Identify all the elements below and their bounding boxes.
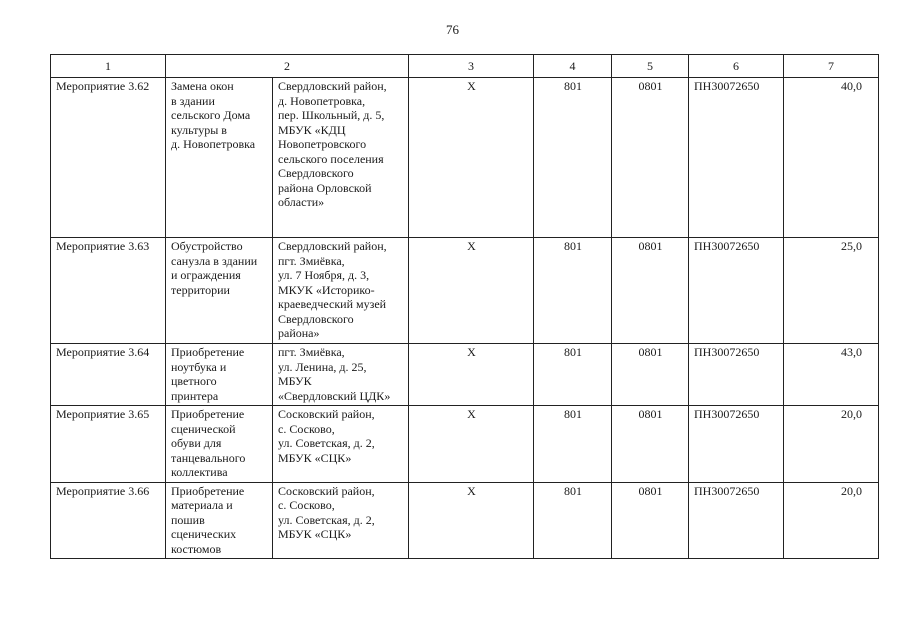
- header-col-5: 5: [612, 55, 689, 78]
- col5-cell: 0801: [612, 78, 689, 238]
- col4-cell: 801: [534, 238, 612, 344]
- col3-cell: Х: [409, 344, 534, 406]
- event-cell: Мероприятие 3.65: [51, 406, 166, 483]
- header-row: [51, 55, 879, 78]
- col7-cell: 20,0: [784, 482, 879, 559]
- description-cell: Обустройство санузла в здании и ограждения территории: [166, 238, 273, 344]
- description-cell: Замена окон в здании сельского Дома культуры в д. Новопетровка: [166, 78, 273, 238]
- header-col-6: 6: [689, 55, 784, 78]
- col4-cell: 801: [534, 406, 612, 483]
- col6-cell: ПН30072650: [689, 406, 784, 483]
- col4-cell: 801: [534, 344, 612, 406]
- page-number: 76: [446, 22, 459, 37]
- header-col-3: 3: [409, 55, 534, 78]
- col3-cell: Х: [409, 238, 534, 344]
- col6-cell: ПН30072650: [689, 78, 784, 238]
- budget-table: [50, 54, 879, 559]
- event-cell: Мероприятие 3.66: [51, 482, 166, 559]
- event-cell: Мероприятие 3.62: [51, 78, 166, 238]
- description-cell: Приобретение сценической обуви для танцевального коллектива: [166, 406, 273, 483]
- col4-cell: 801: [534, 482, 612, 559]
- description-cell: Приобретение материала и пошив сценических костюмов: [166, 482, 273, 559]
- table-row: [51, 344, 879, 406]
- col5-cell: 0801: [612, 406, 689, 483]
- col7-cell: 20,0: [784, 406, 879, 483]
- col3-cell: Х: [409, 406, 534, 483]
- location-cell: Свердловский район, пгт. Змиёвка, ул. 7 Ноября, д. 3, МКУК «Историко- краеведческий музей Свердловского района»: [273, 238, 409, 344]
- location-cell: Сосковский район, с. Сосково, ул. Советская, д. 2, МБУК «СЦК»: [273, 406, 409, 483]
- col6-cell: ПН30072650: [689, 482, 784, 559]
- col3-cell: Х: [409, 482, 534, 559]
- col5-cell: 0801: [612, 482, 689, 559]
- col3-cell: Х: [409, 78, 534, 238]
- header-col-1: 1: [51, 55, 166, 78]
- description-cell: Приобретение ноутбука и цветного принтера: [166, 344, 273, 406]
- event-cell: Мероприятие 3.63: [51, 238, 166, 344]
- header-col-2: 2: [166, 55, 409, 78]
- location-cell: Сосковский район, с. Сосково, ул. Советская, д. 2, МБУК «СЦК»: [273, 482, 409, 559]
- location-cell: пгт. Змиёвка, ул. Ленина, д. 25, МБУК «Свердловский ЦДК»: [273, 344, 409, 406]
- col5-cell: 0801: [612, 238, 689, 344]
- col7-cell: 43,0: [784, 344, 879, 406]
- col7-cell: 40,0: [784, 78, 879, 238]
- table-row: [51, 238, 879, 344]
- location-cell: Свердловский район, д. Новопетровка, пер. Школьный, д. 5, МБУК «КДЦ Новопетровского сельского поселения Свердловского района Орловской области»: [273, 78, 409, 238]
- col5-cell: 0801: [612, 344, 689, 406]
- table-row: [51, 482, 879, 559]
- col7-cell: 25,0: [784, 238, 879, 344]
- table-row: [51, 406, 879, 483]
- header-col-4: 4: [534, 55, 612, 78]
- col4-cell: 801: [534, 78, 612, 238]
- col6-cell: ПН30072650: [689, 344, 784, 406]
- event-cell: Мероприятие 3.64: [51, 344, 166, 406]
- table-row: [51, 78, 879, 238]
- col6-cell: ПН30072650: [689, 238, 784, 344]
- header-col-7: 7: [784, 55, 879, 78]
